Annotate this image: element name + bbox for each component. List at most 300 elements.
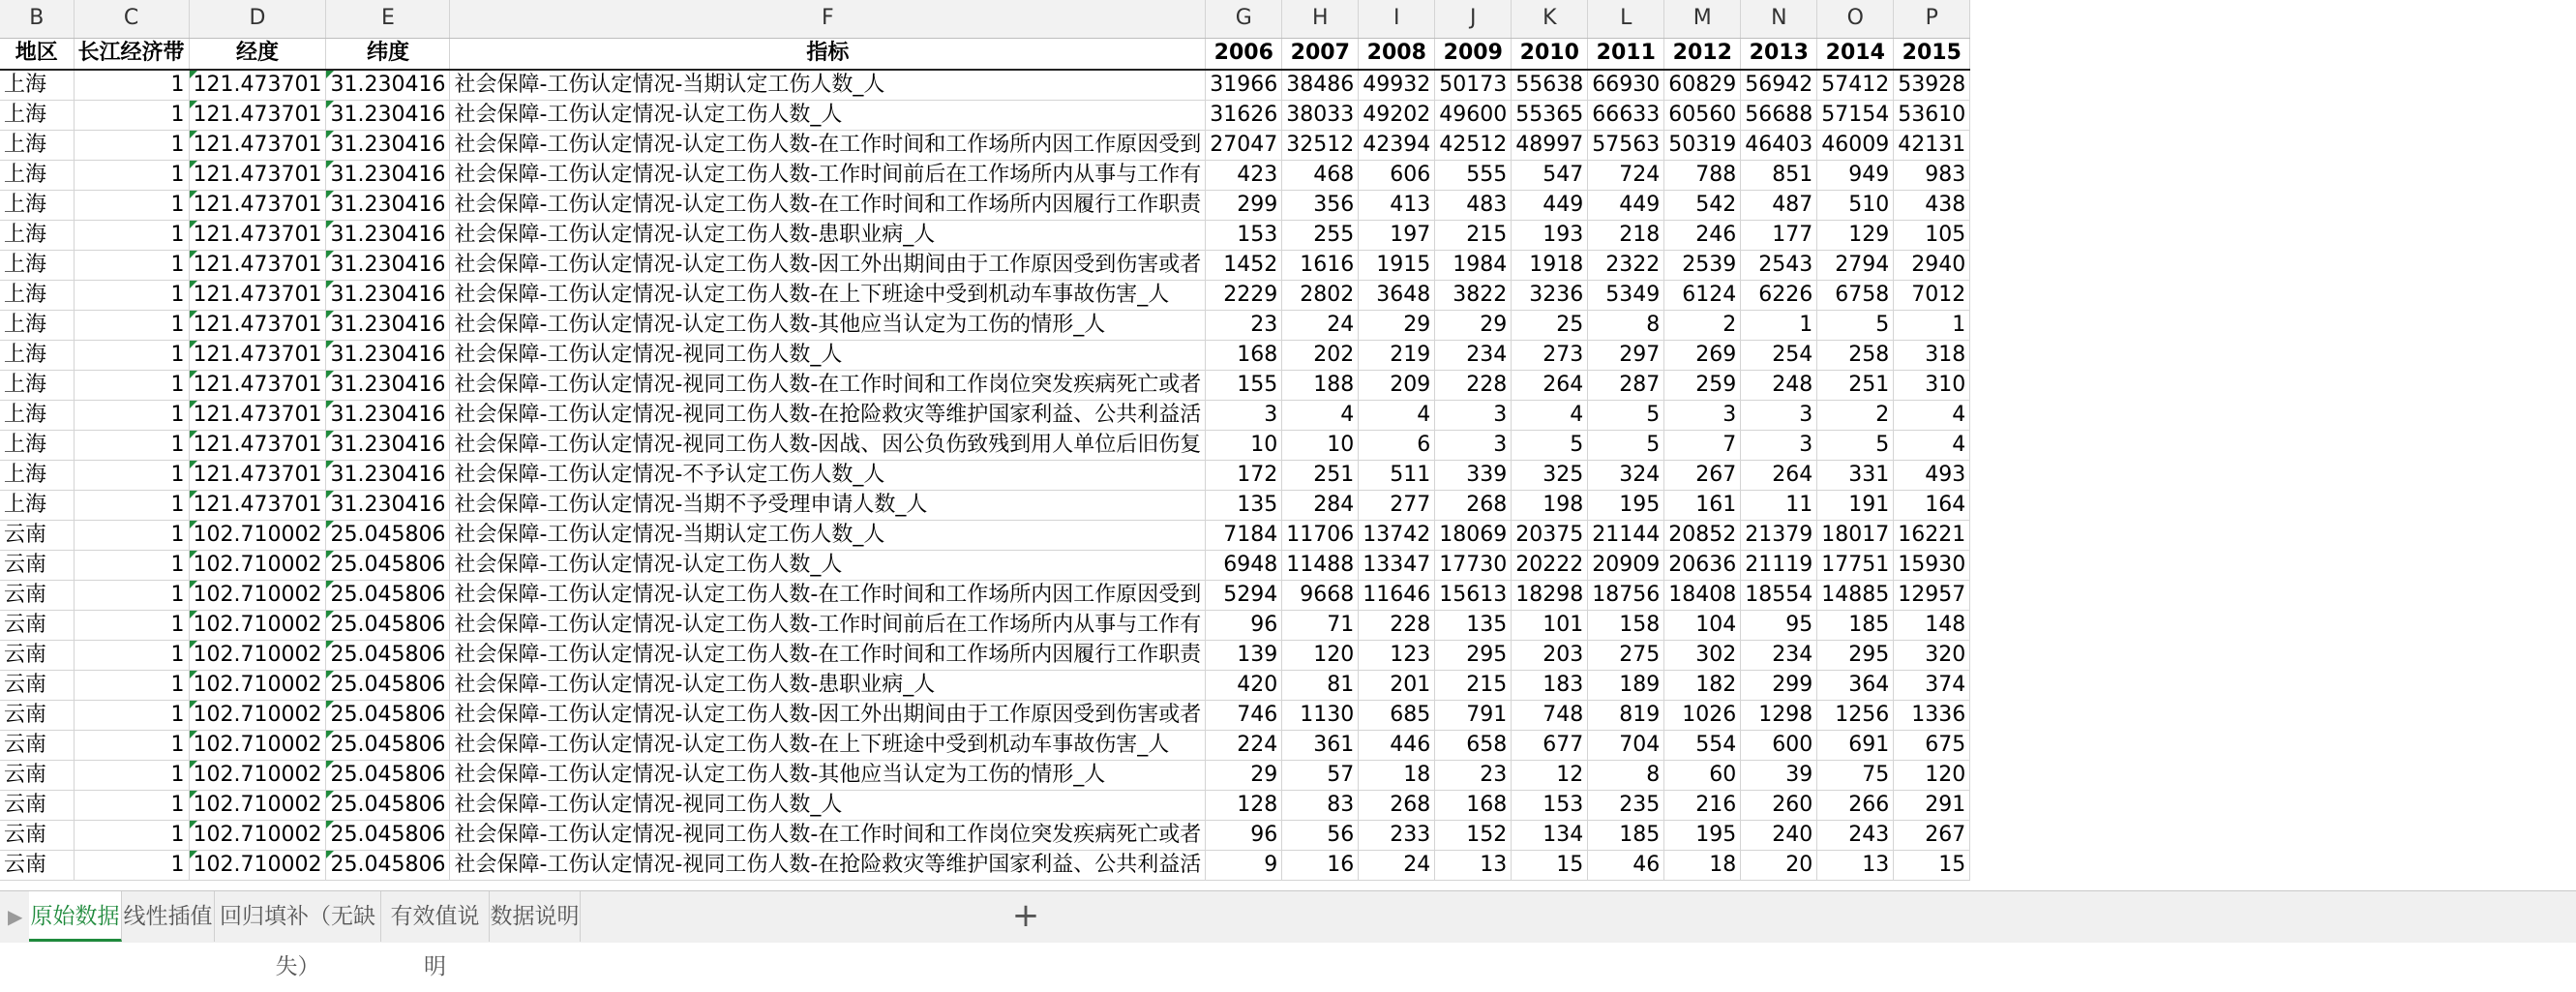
table-cell[interactable]: 50173 xyxy=(1435,70,1512,101)
table-cell[interactable]: 32512 xyxy=(1282,131,1359,161)
table-cell[interactable]: 1 xyxy=(74,731,189,761)
table-cell[interactable]: 121.473701 xyxy=(189,281,326,311)
table-cell[interactable]: 社会保障-工伤认定情况-认定工伤人数-患职业病_人 xyxy=(450,671,1206,701)
table-cell[interactable]: 255 xyxy=(1282,221,1359,251)
table-cell[interactable]: 20636 xyxy=(1664,551,1741,581)
table-cell[interactable]: 上海 xyxy=(0,401,74,431)
table-cell[interactable]: 96 xyxy=(1206,821,1282,851)
table-cell[interactable]: 31.230416 xyxy=(326,251,450,281)
table-cell[interactable]: 483 xyxy=(1435,191,1512,221)
table-cell[interactable]: 2802 xyxy=(1282,281,1359,311)
table-cell[interactable]: 275 xyxy=(1588,641,1664,671)
table-cell[interactable]: 5294 xyxy=(1206,581,1282,611)
table-cell[interactable]: 198 xyxy=(1512,491,1588,521)
table-cell[interactable]: 295 xyxy=(1435,641,1512,671)
table-cell[interactable]: 31.230416 xyxy=(326,281,450,311)
table-cell[interactable]: 6758 xyxy=(1817,281,1894,311)
table-cell[interactable]: 75 xyxy=(1817,761,1894,791)
table-cell[interactable]: 2543 xyxy=(1741,251,1817,281)
table-cell[interactable]: 社会保障-工伤认定情况-认定工伤人数-患职业病_人 xyxy=(450,221,1206,251)
table-cell[interactable]: 153 xyxy=(1512,791,1588,821)
table-cell[interactable]: 上海 xyxy=(0,311,74,341)
table-cell[interactable]: 上海 xyxy=(0,281,74,311)
table-cell[interactable]: 438 xyxy=(1894,191,1970,221)
table-cell[interactable]: 38486 xyxy=(1282,70,1359,101)
column-letter-O[interactable]: O xyxy=(1817,0,1894,38)
table-cell[interactable]: 25.045806 xyxy=(326,791,450,821)
table-cell[interactable]: 1 xyxy=(74,581,189,611)
table-cell[interactable]: 社会保障-工伤认定情况-认定工伤人数-在上下班途中受到机动车事故伤害_人 xyxy=(450,731,1206,761)
table-cell[interactable]: 234 xyxy=(1741,641,1817,671)
table-cell[interactable]: 182 xyxy=(1664,671,1741,701)
table-cell[interactable]: 云南 xyxy=(0,821,74,851)
table-cell[interactable]: 3648 xyxy=(1359,281,1435,311)
table-cell[interactable]: 1 xyxy=(74,461,189,491)
table-cell[interactable]: 云南 xyxy=(0,521,74,551)
table-cell[interactable]: 228 xyxy=(1435,371,1512,401)
table-cell[interactable]: 23 xyxy=(1206,311,1282,341)
table-cell[interactable]: 53928 xyxy=(1894,70,1970,101)
header-cell[interactable]: 长江经济带 xyxy=(74,38,189,70)
table-cell[interactable]: 7012 xyxy=(1894,281,1970,311)
table-cell[interactable]: 139 xyxy=(1206,641,1282,671)
table-cell[interactable]: 社会保障-工伤认定情况-认定工伤人数_人 xyxy=(450,101,1206,131)
table-cell[interactable]: 297 xyxy=(1588,341,1664,371)
table-cell[interactable]: 57563 xyxy=(1588,131,1664,161)
column-letter-H[interactable]: H xyxy=(1282,0,1359,38)
table-cell[interactable]: 251 xyxy=(1817,371,1894,401)
table-cell[interactable]: 社会保障-工伤认定情况-视同工伤人数_人 xyxy=(450,791,1206,821)
table-cell[interactable]: 31966 xyxy=(1206,70,1282,101)
table-cell[interactable]: 1 xyxy=(74,761,189,791)
table-cell[interactable]: 上海 xyxy=(0,161,74,191)
table-cell[interactable]: 云南 xyxy=(0,791,74,821)
table-cell[interactable]: 102.710002 xyxy=(189,671,326,701)
table-cell[interactable]: 284 xyxy=(1282,491,1359,521)
column-letter-N[interactable]: N xyxy=(1741,0,1817,38)
table-cell[interactable]: 25.045806 xyxy=(326,761,450,791)
header-cell[interactable]: 2009 xyxy=(1435,38,1512,70)
table-cell[interactable]: 12 xyxy=(1512,761,1588,791)
table-cell[interactable]: 224 xyxy=(1206,731,1282,761)
table-cell[interactable]: 2794 xyxy=(1817,251,1894,281)
table-cell[interactable]: 云南 xyxy=(0,551,74,581)
table-cell[interactable]: 18554 xyxy=(1741,581,1817,611)
table-cell[interactable]: 20222 xyxy=(1512,551,1588,581)
table-cell[interactable]: 299 xyxy=(1206,191,1282,221)
table-cell[interactable]: 上海 xyxy=(0,221,74,251)
table-cell[interactable]: 社会保障-工伤认定情况-不予认定工伤人数_人 xyxy=(450,461,1206,491)
table-cell[interactable]: 264 xyxy=(1512,371,1588,401)
table-cell[interactable]: 11706 xyxy=(1282,521,1359,551)
header-cell[interactable]: 经度 xyxy=(189,38,326,70)
table-cell[interactable]: 246 xyxy=(1664,221,1741,251)
table-cell[interactable]: 172 xyxy=(1206,461,1282,491)
table-cell[interactable]: 511 xyxy=(1359,461,1435,491)
table-cell[interactable]: 6226 xyxy=(1741,281,1817,311)
table-cell[interactable]: 148 xyxy=(1894,611,1970,641)
column-letter-M[interactable]: M xyxy=(1664,0,1741,38)
table-cell[interactable]: 95 xyxy=(1741,611,1817,641)
header-cell[interactable]: 指标 xyxy=(450,38,1206,70)
table-cell[interactable]: 17751 xyxy=(1817,551,1894,581)
table-cell[interactable]: 493 xyxy=(1894,461,1970,491)
table-cell[interactable]: 135 xyxy=(1435,611,1512,641)
table-cell[interactable]: 11646 xyxy=(1359,581,1435,611)
table-cell[interactable]: 社会保障-工伤认定情况-当期认定工伤人数_人 xyxy=(450,521,1206,551)
table-cell[interactable]: 云南 xyxy=(0,851,74,881)
table-cell[interactable]: 269 xyxy=(1664,341,1741,371)
table-cell[interactable]: 6124 xyxy=(1664,281,1741,311)
table-cell[interactable]: 2229 xyxy=(1206,281,1282,311)
table-cell[interactable]: 158 xyxy=(1588,611,1664,641)
table-cell[interactable]: 1 xyxy=(74,191,189,221)
table-cell[interactable]: 60 xyxy=(1664,761,1741,791)
table-cell[interactable]: 691 xyxy=(1817,731,1894,761)
table-cell[interactable]: 4 xyxy=(1359,401,1435,431)
table-cell[interactable]: 1984 xyxy=(1435,251,1512,281)
table-cell[interactable]: 791 xyxy=(1435,701,1512,731)
table-cell[interactable]: 上海 xyxy=(0,251,74,281)
table-cell[interactable]: 168 xyxy=(1206,341,1282,371)
table-cell[interactable]: 121.473701 xyxy=(189,161,326,191)
table-cell[interactable]: 31.230416 xyxy=(326,191,450,221)
table-cell[interactable]: 社会保障-工伤认定情况-视同工伤人数-在抢险救灾等维护国家利益、公共利益活 xyxy=(450,401,1206,431)
table-cell[interactable]: 183 xyxy=(1512,671,1588,701)
table-cell[interactable]: 191 xyxy=(1817,491,1894,521)
table-cell[interactable]: 社会保障-工伤认定情况-认定工伤人数-工作时间前后在工作场所内从事与工作有 xyxy=(450,161,1206,191)
table-cell[interactable]: 600 xyxy=(1741,731,1817,761)
table-cell[interactable]: 46403 xyxy=(1741,131,1817,161)
table-cell[interactable]: 258 xyxy=(1817,341,1894,371)
table-cell[interactable]: 社会保障-工伤认定情况-视同工伤人数_人 xyxy=(450,341,1206,371)
tab-raw-data[interactable]: 原始数据 xyxy=(29,891,122,942)
table-cell[interactable]: 658 xyxy=(1435,731,1512,761)
table-cell[interactable]: 18 xyxy=(1359,761,1435,791)
table-cell[interactable]: 20909 xyxy=(1588,551,1664,581)
table-cell[interactable]: 46 xyxy=(1588,851,1664,881)
table-cell[interactable]: 上海 xyxy=(0,191,74,221)
table-cell[interactable]: 社会保障-工伤认定情况-视同工伤人数-在工作时间和工作岗位突发疾病死亡或者 xyxy=(450,371,1206,401)
column-letter-F[interactable]: F xyxy=(450,0,1206,38)
tab-scroll-arrow-icon[interactable]: ▶ xyxy=(8,905,23,928)
table-cell[interactable]: 446 xyxy=(1359,731,1435,761)
table-cell[interactable]: 364 xyxy=(1817,671,1894,701)
table-cell[interactable]: 3 xyxy=(1664,401,1741,431)
table-cell[interactable]: 4 xyxy=(1894,431,1970,461)
table-cell[interactable]: 724 xyxy=(1588,161,1664,191)
table-cell[interactable]: 102.710002 xyxy=(189,731,326,761)
table-cell[interactable]: 31.230416 xyxy=(326,131,450,161)
table-cell[interactable]: 101 xyxy=(1512,611,1588,641)
table-cell[interactable]: 25.045806 xyxy=(326,611,450,641)
table-cell[interactable]: 上海 xyxy=(0,431,74,461)
header-cell[interactable]: 2015 xyxy=(1894,38,1970,70)
table-cell[interactable]: 1 xyxy=(74,401,189,431)
table-cell[interactable]: 1 xyxy=(74,671,189,701)
table-cell[interactable]: 社会保障-工伤认定情况-认定工伤人数-在工作时间和工作场所内因履行工作职责 xyxy=(450,641,1206,671)
table-cell[interactable]: 83 xyxy=(1282,791,1359,821)
table-cell[interactable]: 135 xyxy=(1206,491,1282,521)
table-cell[interactable]: 121.473701 xyxy=(189,311,326,341)
table-cell[interactable]: 71 xyxy=(1282,611,1359,641)
table-cell[interactable]: 9668 xyxy=(1282,581,1359,611)
table-cell[interactable]: 1130 xyxy=(1282,701,1359,731)
table-cell[interactable]: 60560 xyxy=(1664,101,1741,131)
table-cell[interactable]: 287 xyxy=(1588,371,1664,401)
table-cell[interactable]: 361 xyxy=(1282,731,1359,761)
table-cell[interactable]: 6948 xyxy=(1206,551,1282,581)
table-cell[interactable]: 851 xyxy=(1741,161,1817,191)
table-cell[interactable]: 21379 xyxy=(1741,521,1817,551)
table-cell[interactable]: 1915 xyxy=(1359,251,1435,281)
table-cell[interactable]: 96 xyxy=(1206,611,1282,641)
table-cell[interactable]: 上海 xyxy=(0,131,74,161)
table-cell[interactable]: 社会保障-工伤认定情况-认定工伤人数-其他应当认定为工伤的情形_人 xyxy=(450,311,1206,341)
table-cell[interactable]: 153 xyxy=(1206,221,1282,251)
table-cell[interactable]: 53610 xyxy=(1894,101,1970,131)
table-cell[interactable]: 1616 xyxy=(1282,251,1359,281)
table-cell[interactable]: 社会保障-工伤认定情况-认定工伤人数-在工作时间和工作场所内因工作原因受到 xyxy=(450,131,1206,161)
table-cell[interactable]: 1 xyxy=(74,641,189,671)
table-cell[interactable]: 5 xyxy=(1588,401,1664,431)
table-cell[interactable]: 202 xyxy=(1282,341,1359,371)
table-cell[interactable]: 57154 xyxy=(1817,101,1894,131)
table-cell[interactable]: 819 xyxy=(1588,701,1664,731)
table-cell[interactable]: 3 xyxy=(1435,401,1512,431)
table-cell[interactable]: 1 xyxy=(74,821,189,851)
table-cell[interactable]: 413 xyxy=(1359,191,1435,221)
table-cell[interactable]: 42131 xyxy=(1894,131,1970,161)
table-cell[interactable]: 社会保障-工伤认定情况-认定工伤人数-其他应当认定为工伤的情形_人 xyxy=(450,761,1206,791)
table-cell[interactable]: 310 xyxy=(1894,371,1970,401)
table-cell[interactable]: 325 xyxy=(1512,461,1588,491)
table-cell[interactable]: 161 xyxy=(1664,491,1741,521)
table-cell[interactable]: 社会保障-工伤认定情况-认定工伤人数-因工外出期间由于工作原因受到伤害或者 xyxy=(450,251,1206,281)
table-cell[interactable]: 21144 xyxy=(1588,521,1664,551)
table-cell[interactable]: 1918 xyxy=(1512,251,1588,281)
table-cell[interactable]: 356 xyxy=(1282,191,1359,221)
table-cell[interactable]: 324 xyxy=(1588,461,1664,491)
table-cell[interactable]: 121.473701 xyxy=(189,101,326,131)
table-cell[interactable]: 23 xyxy=(1435,761,1512,791)
table-cell[interactable]: 11 xyxy=(1741,491,1817,521)
table-cell[interactable]: 10 xyxy=(1206,431,1282,461)
table-cell[interactable]: 29 xyxy=(1359,311,1435,341)
table-cell[interactable]: 56 xyxy=(1282,821,1359,851)
table-cell[interactable]: 260 xyxy=(1741,791,1817,821)
table-cell[interactable]: 31.230416 xyxy=(326,371,450,401)
table-cell[interactable]: 267 xyxy=(1894,821,1970,851)
table-cell[interactable]: 上海 xyxy=(0,341,74,371)
table-cell[interactable]: 4 xyxy=(1512,401,1588,431)
table-cell[interactable]: 1 xyxy=(74,431,189,461)
header-cell[interactable]: 2011 xyxy=(1588,38,1664,70)
table-cell[interactable]: 18017 xyxy=(1817,521,1894,551)
table-cell[interactable]: 31.230416 xyxy=(326,311,450,341)
table-cell[interactable]: 3 xyxy=(1435,431,1512,461)
table-cell[interactable]: 102.710002 xyxy=(189,581,326,611)
table-cell[interactable]: 上海 xyxy=(0,491,74,521)
table-cell[interactable]: 547 xyxy=(1512,161,1588,191)
table-cell[interactable]: 487 xyxy=(1741,191,1817,221)
table-cell[interactable]: 6 xyxy=(1359,431,1435,461)
table-cell[interactable]: 164 xyxy=(1894,491,1970,521)
table-cell[interactable]: 102.710002 xyxy=(189,791,326,821)
table-cell[interactable]: 134 xyxy=(1512,821,1588,851)
table-cell[interactable]: 216 xyxy=(1664,791,1741,821)
table-cell[interactable]: 社会保障-工伤认定情况-认定工伤人数_人 xyxy=(450,551,1206,581)
table-cell[interactable]: 185 xyxy=(1817,611,1894,641)
table-cell[interactable]: 3 xyxy=(1206,401,1282,431)
table-cell[interactable]: 254 xyxy=(1741,341,1817,371)
table-cell[interactable]: 449 xyxy=(1512,191,1588,221)
table-cell[interactable]: 1 xyxy=(1741,311,1817,341)
table-cell[interactable]: 云南 xyxy=(0,641,74,671)
table-cell[interactable]: 13347 xyxy=(1359,551,1435,581)
table-cell[interactable]: 社会保障-工伤认定情况-视同工伤人数-因战、因公负伤致残到用人单位后旧伤复 xyxy=(450,431,1206,461)
table-cell[interactable]: 社会保障-工伤认定情况-视同工伤人数-在抢险救灾等维护国家利益、公共利益活 xyxy=(450,851,1206,881)
column-letter-D[interactable]: D xyxy=(189,0,326,38)
table-cell[interactable]: 259 xyxy=(1664,371,1741,401)
table-cell[interactable]: 38033 xyxy=(1282,101,1359,131)
table-cell[interactable]: 949 xyxy=(1817,161,1894,191)
table-cell[interactable]: 542 xyxy=(1664,191,1741,221)
table-cell[interactable]: 185 xyxy=(1588,821,1664,851)
table-cell[interactable]: 374 xyxy=(1894,671,1970,701)
table-cell[interactable]: 105 xyxy=(1894,221,1970,251)
table-cell[interactable]: 上海 xyxy=(0,70,74,101)
table-cell[interactable]: 42512 xyxy=(1435,131,1512,161)
table-cell[interactable]: 57412 xyxy=(1817,70,1894,101)
table-cell[interactable]: 339 xyxy=(1435,461,1512,491)
table-cell[interactable]: 25.045806 xyxy=(326,521,450,551)
table-cell[interactable]: 60829 xyxy=(1664,70,1741,101)
table-cell[interactable]: 56688 xyxy=(1741,101,1817,131)
table-cell[interactable]: 1 xyxy=(74,521,189,551)
table-cell[interactable]: 318 xyxy=(1894,341,1970,371)
table-cell[interactable]: 31.230416 xyxy=(326,70,450,101)
table-cell[interactable]: 24 xyxy=(1359,851,1435,881)
table-cell[interactable]: 685 xyxy=(1359,701,1435,731)
table-cell[interactable]: 675 xyxy=(1894,731,1970,761)
table-cell[interactable]: 18408 xyxy=(1664,581,1741,611)
add-sheet-button[interactable]: + xyxy=(1011,896,1040,935)
header-cell[interactable]: 2006 xyxy=(1206,38,1282,70)
table-cell[interactable]: 235 xyxy=(1588,791,1664,821)
header-cell[interactable]: 地区 xyxy=(0,38,74,70)
table-cell[interactable]: 121.473701 xyxy=(189,431,326,461)
table-cell[interactable]: 215 xyxy=(1435,671,1512,701)
table-cell[interactable]: 1 xyxy=(74,491,189,521)
table-cell[interactable]: 299 xyxy=(1741,671,1817,701)
table-cell[interactable]: 121.473701 xyxy=(189,191,326,221)
table-cell[interactable]: 3822 xyxy=(1435,281,1512,311)
table-cell[interactable]: 29 xyxy=(1206,761,1282,791)
table-cell[interactable]: 7184 xyxy=(1206,521,1282,551)
table-cell[interactable]: 24 xyxy=(1282,311,1359,341)
table-cell[interactable]: 1 xyxy=(74,371,189,401)
table-cell[interactable]: 195 xyxy=(1588,491,1664,521)
table-cell[interactable]: 291 xyxy=(1894,791,1970,821)
table-cell[interactable]: 1298 xyxy=(1741,701,1817,731)
table-cell[interactable]: 云南 xyxy=(0,671,74,701)
table-cell[interactable]: 云南 xyxy=(0,761,74,791)
table-cell[interactable]: 120 xyxy=(1894,761,1970,791)
table-cell[interactable]: 18 xyxy=(1664,851,1741,881)
table-cell[interactable]: 2 xyxy=(1664,311,1741,341)
table-cell[interactable]: 25.045806 xyxy=(326,551,450,581)
table-cell[interactable]: 1 xyxy=(74,161,189,191)
table-cell[interactable]: 320 xyxy=(1894,641,1970,671)
table-cell[interactable]: 25.045806 xyxy=(326,641,450,671)
table-cell[interactable]: 31.230416 xyxy=(326,341,450,371)
table-cell[interactable]: 15 xyxy=(1512,851,1588,881)
table-cell[interactable]: 233 xyxy=(1359,821,1435,851)
table-cell[interactable]: 15930 xyxy=(1894,551,1970,581)
table-cell[interactable]: 25.045806 xyxy=(326,701,450,731)
table-cell[interactable]: 1 xyxy=(74,221,189,251)
table-cell[interactable]: 云南 xyxy=(0,701,74,731)
table-cell[interactable]: 49202 xyxy=(1359,101,1435,131)
table-cell[interactable]: 50319 xyxy=(1664,131,1741,161)
table-cell[interactable]: 121.473701 xyxy=(189,131,326,161)
table-cell[interactable]: 社会保障-工伤认定情况-认定工伤人数-在上下班途中受到机动车事故伤害_人 xyxy=(450,281,1206,311)
header-cell[interactable]: 2008 xyxy=(1359,38,1435,70)
table-cell[interactable]: 8 xyxy=(1588,761,1664,791)
table-cell[interactable]: 102.710002 xyxy=(189,611,326,641)
table-cell[interactable]: 上海 xyxy=(0,461,74,491)
table-cell[interactable]: 201 xyxy=(1359,671,1435,701)
table-cell[interactable]: 420 xyxy=(1206,671,1282,701)
table-cell[interactable]: 1 xyxy=(74,791,189,821)
table-cell[interactable]: 25 xyxy=(1512,311,1588,341)
table-cell[interactable]: 243 xyxy=(1817,821,1894,851)
table-cell[interactable]: 18069 xyxy=(1435,521,1512,551)
table-cell[interactable]: 248 xyxy=(1741,371,1817,401)
table-cell[interactable]: 240 xyxy=(1741,821,1817,851)
header-cell[interactable]: 纬度 xyxy=(326,38,450,70)
table-cell[interactable]: 31.230416 xyxy=(326,461,450,491)
table-cell[interactable]: 社会保障-工伤认定情况-认定工伤人数-工作时间前后在工作场所内从事与工作有 xyxy=(450,611,1206,641)
table-cell[interactable]: 社会保障-工伤认定情况-认定工伤人数-在工作时间和工作场所内因工作原因受到 xyxy=(450,581,1206,611)
table-cell[interactable]: 39 xyxy=(1741,761,1817,791)
table-cell[interactable]: 555 xyxy=(1435,161,1512,191)
table-cell[interactable]: 17730 xyxy=(1435,551,1512,581)
table-cell[interactable]: 197 xyxy=(1359,221,1435,251)
table-cell[interactable]: 177 xyxy=(1741,221,1817,251)
table-cell[interactable]: 2539 xyxy=(1664,251,1741,281)
table-cell[interactable]: 102.710002 xyxy=(189,851,326,881)
table-cell[interactable]: 10 xyxy=(1282,431,1359,461)
table-cell[interactable]: 188 xyxy=(1282,371,1359,401)
table-cell[interactable]: 1 xyxy=(1894,311,1970,341)
table-cell[interactable]: 25.045806 xyxy=(326,581,450,611)
table-cell[interactable]: 251 xyxy=(1282,461,1359,491)
table-cell[interactable]: 104 xyxy=(1664,611,1741,641)
table-cell[interactable]: 1 xyxy=(74,611,189,641)
table-cell[interactable]: 2940 xyxy=(1894,251,1970,281)
table-cell[interactable]: 195 xyxy=(1664,821,1741,851)
table-cell[interactable]: 1 xyxy=(74,851,189,881)
table-cell[interactable]: 15 xyxy=(1894,851,1970,881)
table-cell[interactable]: 1 xyxy=(74,311,189,341)
column-letter-K[interactable]: K xyxy=(1512,0,1588,38)
table-cell[interactable]: 264 xyxy=(1741,461,1817,491)
table-cell[interactable]: 社会保障-工伤认定情况-认定工伤人数-因工外出期间由于工作原因受到伤害或者 xyxy=(450,701,1206,731)
table-cell[interactable]: 554 xyxy=(1664,731,1741,761)
table-cell[interactable]: 155 xyxy=(1206,371,1282,401)
